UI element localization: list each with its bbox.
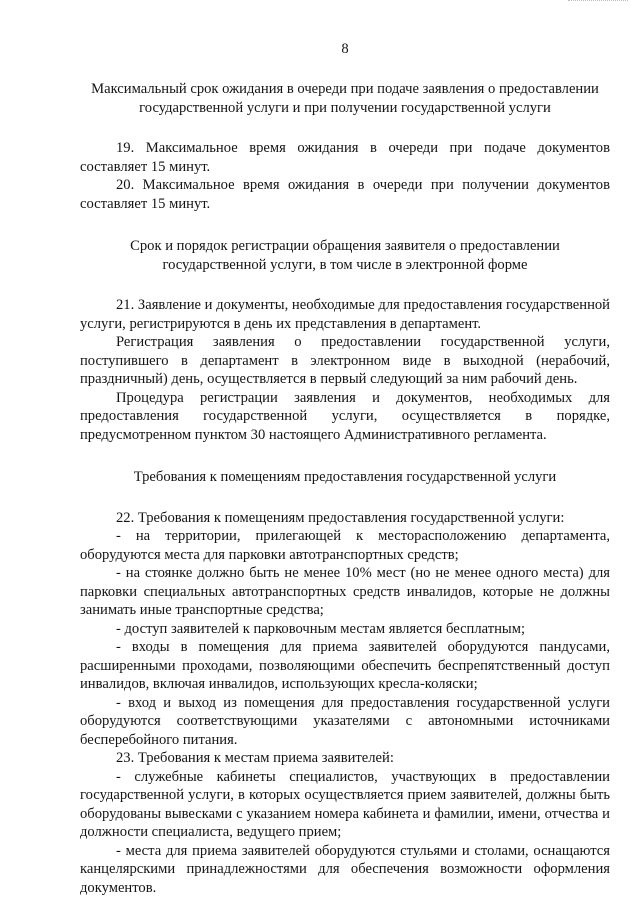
list-item-reception-furniture: - места для приема заявителей оборудуются стульями и столами, оснащаются канцелярскими принадлежностями для обеспечения возможности оформления документов.: [80, 842, 610, 896]
list-item-parking-area: - на территории, прилегающей к месторасположению департамента, оборудуются места для парковки автотранспортных средств;: [80, 528, 610, 563]
paragraph-21: 21. Заявление и документы, необходимые для предоставления государственной услуги, регистрируются в день их представления в департамент.: [80, 297, 610, 332]
paragraph-22: 22. Требования к помещениям предоставления государственной услуги:: [116, 509, 565, 526]
paragraph-registration-electronic: Регистрация заявления о предоставлении государственной услуги, поступившего в департамент в электронном виде в выходной (нерабочий, праздничный) день, осуществляется в первый следующий за ним рабочий день.: [80, 334, 610, 387]
paragraph-registration-procedure: Процедура регистрации заявления и документов, необходимых для предоставления государственной услуги, осуществляется в порядке, предусмотренном пунктом 30 настоящего Административного регламента.: [80, 389, 610, 443]
section-heading-premises: Требования к помещениям предоставления государственной услуги: [133, 469, 557, 485]
list-item-exit-signs: - вход и выход из помещения для предоставления государственной услуги оборудуются соответствующими указателями с автономными источниками бесперебойного питания.: [80, 694, 610, 748]
paragraph-20: 20. Максимальное время ожидания в очереди при получении документов составляет 15 минут.: [80, 177, 610, 212]
list-item-disabled-parking: - на стоянке должно быть не менее 10% мест (но не менее одного места) для парковки специальных автотранспортных средств инвалидов, которые не должны занимать иные транспортные средства;: [80, 565, 610, 618]
paragraph-19: 19. Максимальное время ожидания в очереди при подаче документов составляет 15 минут.: [80, 140, 610, 175]
list-item-office-signs: - служебные кабинеты специалистов, участвующих в предоставлении государственной услуги, в которых осуществляется прием заявителей, должны быть оборудованы вывесками с указанием номера кабинета и фамилии, имени, отчества и должности специалиста, ведущего прием;: [80, 768, 610, 840]
document-page: [80, 40, 610, 897]
page-number: 8: [341, 41, 349, 57]
paragraph-23: 23. Требования к местам приема заявителей:: [116, 750, 394, 766]
list-item-ramps: - входы в помещения для приема заявителей оборудуются пандусами, расширенными проходами, позволяющими обеспечить беспрепятственный доступ инвалидов, включая инвалидов, использующих кресла-коляски;: [80, 639, 610, 692]
section-heading-waiting-time: Максимальный срок ожидания в очереди при подаче заявления о предоставлении государственной услуги и при получении государственной услуги: [91, 81, 599, 116]
list-item-free-parking: - доступ заявителей к парковочным местам является бесплатным;: [116, 620, 526, 637]
scan-edge-marks: [568, 0, 628, 4]
section-heading-registration: Срок и порядок регистрации обращения заявителя о предоставлении государственной услуги, в том числе в электронной форме: [130, 238, 560, 273]
